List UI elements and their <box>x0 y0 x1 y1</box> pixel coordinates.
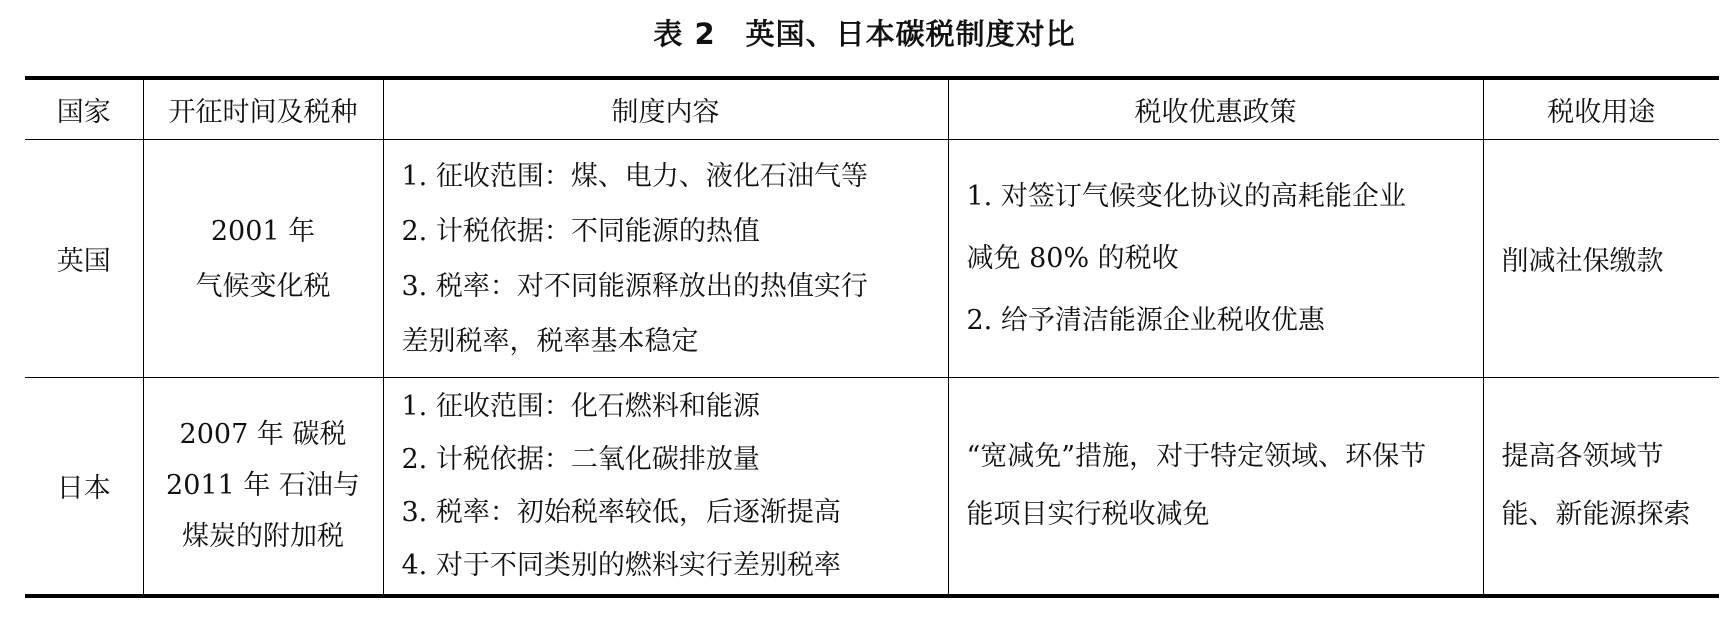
cell-content <box>383 378 948 596</box>
cell-time-tax <box>143 378 383 596</box>
time-line: 2011 年 石油与 <box>166 470 360 502</box>
content-line: 3. 税率：初始税率较低，后逐渐提高 <box>401 496 841 528</box>
content-line: 差别税率，税率基本稳定 <box>401 325 699 357</box>
incentive-line: 减免 80% 的税收 <box>966 242 1179 274</box>
table-row-uk <box>25 140 1719 378</box>
content-line: 3. 税率：对不同能源释放出的热值实行 <box>401 270 868 302</box>
header-usage: 税收用途 <box>1483 78 1719 140</box>
header-time-tax: 开征时间及税种 <box>143 78 383 140</box>
cell-country: 日本 <box>56 473 111 505</box>
header-country: 国家 <box>56 97 111 128</box>
cell-time-tax <box>143 140 383 378</box>
incentive-line: 2. 给予清洁能源企业税收优惠 <box>966 304 1325 336</box>
usage-line: 削减社保缴款 <box>1501 246 1664 277</box>
content-line: 2. 计税依据：二氧化碳排放量 <box>401 443 760 475</box>
content-line: 1. 征收范围：煤、电力、液化石油气等 <box>401 160 868 192</box>
cell-incentives <box>948 140 1483 378</box>
usage-line: 能、新能源探索 <box>1501 498 1691 530</box>
table-header-row <box>25 78 1719 140</box>
time-line: 煤炭的附加税 <box>182 521 344 553</box>
cell-content <box>383 140 948 378</box>
cell-usage <box>1483 378 1719 596</box>
header-incentives: 税收优惠政策 <box>948 78 1483 140</box>
incentive-line: 能项目实行税收减免 <box>966 498 1210 530</box>
incentive-line: 1. 对签订气候变化协议的高耗能企业 <box>966 180 1406 212</box>
table-row-japan <box>25 378 1719 596</box>
cell-incentives <box>948 378 1483 596</box>
cell-usage <box>1483 140 1719 378</box>
content-line: 1. 征收范围：化石燃料和能源 <box>401 390 760 422</box>
incentive-line: “宽减免”措施，对于特定领域、环保节 <box>966 440 1427 472</box>
content-line: 4. 对于不同类别的燃料实行差别税率 <box>401 549 841 581</box>
time-line: 2007 年 碳税 <box>179 419 347 451</box>
cell-country: 英国 <box>56 246 111 277</box>
time-line: 气候变化税 <box>195 270 331 302</box>
time-line: 2001 年 <box>210 215 316 247</box>
table-caption: 表 2 英国、日本碳税制度对比 <box>653 17 1076 51</box>
usage-line: 提高各领域节 <box>1501 440 1664 472</box>
content-line: 2. 计税依据：不同能源的热值 <box>401 215 760 247</box>
header-content: 制度内容 <box>383 78 948 140</box>
comparison-table <box>25 76 1719 598</box>
